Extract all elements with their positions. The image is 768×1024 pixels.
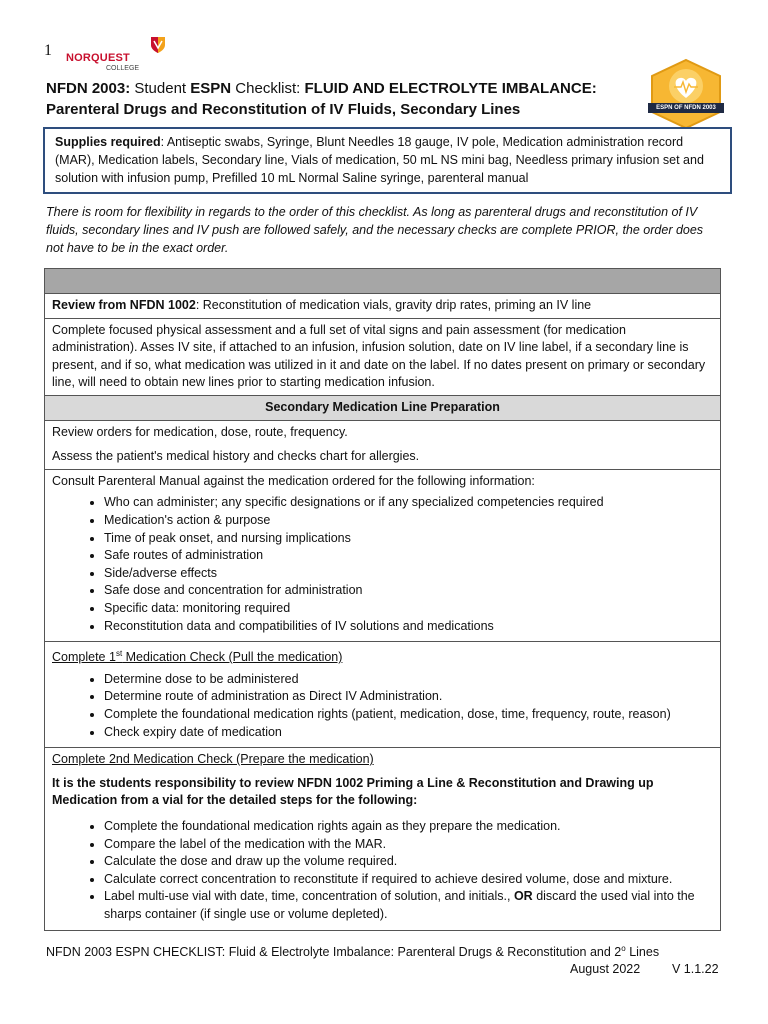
supplies-text: : Antiseptic swabs, Syringe, Blunt Needles 18 gauge, IV pole, Medication administration record (MAR), Medication labels, Secondary line, Vials of medication, 50 mL NS mini bag, Needless primary infusion set and solution with infusion pump, Prefilled 10 mL Normal Saline syringe, parenteral manual — [55, 135, 704, 185]
check1-heading: Complete 1st Medication Check (Pull the medication) — [52, 649, 343, 665]
check2-list — [52, 818, 713, 924]
list-item: • Label multi-use vial with date, time, concentration of solution, and initials., OR discard the used vial into the sharps container (if single use or volume depleted). — [104, 888, 713, 923]
list-item: • Safe routes of administration — [104, 547, 713, 565]
consult-intro: Consult Parenteral Manual against the medication ordered for the following information: — [52, 473, 535, 488]
supplies-box — [43, 127, 732, 194]
list-item: • Complete the foundational medication rights again as they prepare the medication. — [104, 818, 713, 836]
list-item: • Medication's action & purpose — [104, 512, 713, 530]
list-item: • Safe dose and concentration for administration — [104, 582, 713, 600]
norquest-logo — [66, 24, 166, 70]
badge-text: ESPN OF NFDN 2003 — [656, 105, 716, 111]
section-header-row: Secondary Medication Line Preparation — [45, 395, 721, 420]
check1-row — [45, 642, 721, 748]
list-item: • Calculate correct concentration to reconstitute if required to achieve desired volume, dose and mixture. — [104, 871, 713, 889]
check2-note: It is the students responsibility to review NFDN 1002 Priming a Line & Reconstitution and Drawing up Medication from a vial for the detailed steps for the following: — [52, 775, 654, 808]
orders-row — [45, 420, 721, 469]
footer-title: NFDN 2003 ESPN CHECKLIST: Fluid & Electrolyte Imbalance: Parenteral Drugs & Reconstitution and 2$^o$ Lines — [46, 944, 660, 960]
orders-text: Review orders for medication, dose, route, frequency. — [52, 424, 348, 439]
consult-row — [45, 469, 721, 641]
espn-badge — [646, 58, 726, 130]
consult-list — [52, 494, 713, 635]
list-item: • Determine route of administration as Direct IV Administration. — [104, 688, 713, 706]
footer-version: V 1.1.22 — [672, 962, 719, 976]
history-text: Assess the patient's medical history and checks chart for allergies. — [52, 449, 420, 464]
list-item: • Specific data: monitoring required — [104, 600, 713, 618]
table-header-row — [45, 269, 721, 294]
check2-row — [45, 748, 721, 930]
list-item: • Check expiry date of medication — [104, 724, 713, 742]
checklist-table — [44, 268, 721, 931]
list-item: • Side/adverse effects — [104, 565, 713, 583]
list-item: • Who can administer; any specific designations or if any specialized competencies required — [104, 494, 713, 512]
page-title: NFDN 2003: Student ESPN Checklist: FLUID AND ELECTROLYTE IMBALANCE: — [46, 80, 597, 97]
logo-name: NORQUEST — [66, 52, 130, 64]
list-item: • Compare the label of the medication with the MAR. — [104, 836, 713, 854]
supplies-label: Supplies required — [55, 135, 161, 149]
check1-list — [52, 671, 713, 741]
page-subtitle: Parenteral Drugs and Reconstitution of IV Fluids, Secondary Lines — [46, 101, 521, 118]
list-item: • Complete the foundational medication rights (patient, medication, dose, time, frequency, route, reason) — [104, 706, 713, 724]
page-number: 1 — [44, 42, 52, 59]
footer-date: August 2022 — [570, 962, 641, 976]
check2-heading: Complete 2nd Medication Check (Prepare the medication) — [52, 752, 374, 767]
heart-badge-icon — [646, 58, 726, 130]
review-row: Review from NFDN 1002: Reconstitution of medication vials, gravity drip rates, priming an IV line — [45, 294, 721, 319]
logo-college: COLLEGE — [106, 65, 140, 72]
list-item: • Time of peak onset, and nursing implications — [104, 530, 713, 548]
assessment-row: Complete focused physical assessment and a full set of vital signs and pain assessment (for medication administration). Asses IV site, if attached to an infusion, infusion solution, date on IV line label, if a secondary line is present, and if so, what medication was utilized in it and date on the label. If no dates present on primary or secondary line, will need to obtain new lines prior to starting medication infusion. — [45, 318, 721, 395]
list-item: • Determine dose to be administered — [104, 671, 713, 689]
shield-icon — [150, 36, 166, 54]
list-item: • Calculate the dose and draw up the volume required. — [104, 853, 713, 871]
intro-text: There is room for flexibility in regards to the order of this checklist. As long as parenteral drugs and reconstitution of IV fluids, secondary lines and IV push are followed safely, and the necessary checks are complete PRIOR, the order does not have to be in the exact order. — [46, 205, 704, 255]
list-item: • Reconstitution data and compatibilities of IV solutions and medications — [104, 618, 713, 636]
